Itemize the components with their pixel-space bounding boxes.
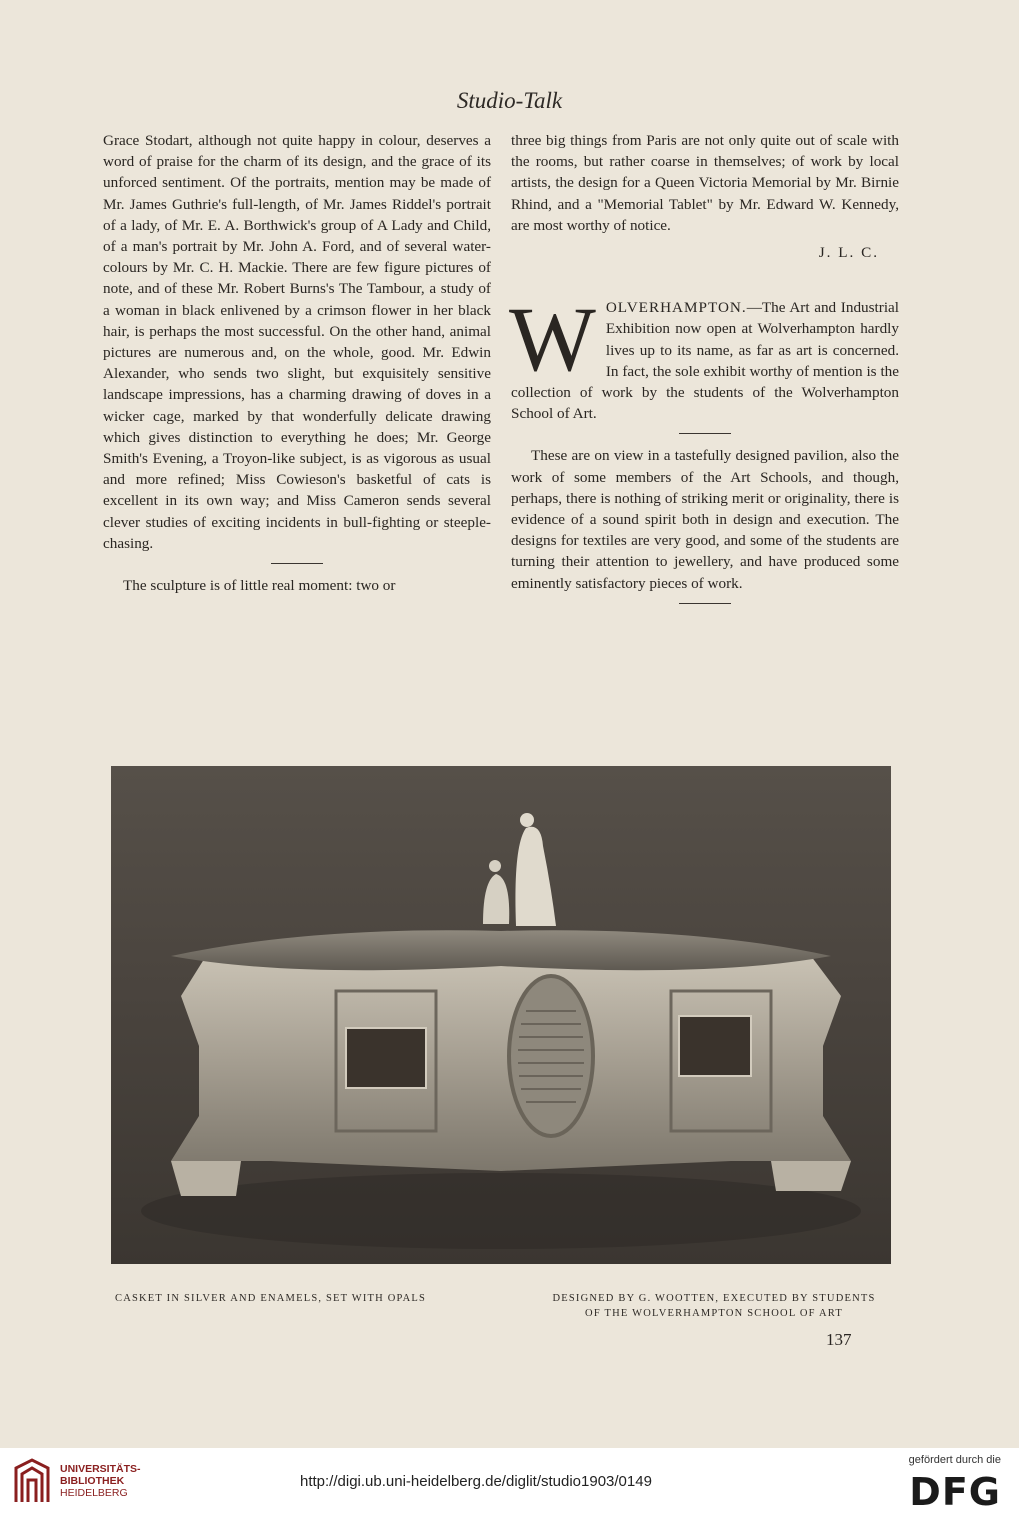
right-column <box>511 130 899 615</box>
section-text: —The Art and Industrial Exhibition now open at Wolverhampton hardly lives up to its name, as far as art is concerned. In fact, the sole exhibit worthy of mention is the collection of work by the students of the Wolverhampton School of Art. <box>511 299 899 423</box>
library-line-1: UNIVERSITÄTS- <box>60 1463 141 1475</box>
right-paragraph-continuation: three big things from Paris are not only quite out of scale with the rooms, but rather coarse in themselves; of work by local artists, the design for a Queen Victoria Memorial by Mr. Birnie Rhind, and a "Memorial Tablet" by Mr. Edward W. Kennedy, are most worthy of notice. <box>511 132 899 234</box>
section-divider <box>271 563 323 564</box>
right-paragraph-2: These are on view in a tastefully designed pavilion, also the work of some members of the Art Schools, and though, perhaps, there is nothing of striking merit or originality, there is evidence of a sound spirit both in design and execution. The designs for textiles are very good, and some of the students are turning their attention to jewellery, and have produced some eminently satisfactory pieces of work. <box>511 447 899 592</box>
wolverhampton-section <box>509 288 899 424</box>
figure-caption-left: CASKET IN SILVER AND ENAMELS, SET WITH OPALS <box>115 1293 427 1304</box>
dfg-logo[interactable]: DFG <box>909 1470 1001 1514</box>
casket-illustration <box>111 766 891 1264</box>
library-logo-icon[interactable] <box>10 1458 54 1508</box>
casket-photograph <box>111 766 891 1264</box>
section-divider <box>679 603 731 604</box>
running-head: Studio-Talk <box>456 88 563 113</box>
figure-caption-right <box>524 1291 904 1321</box>
caption-right-line-2: OF THE WOLVERHAMPTON SCHOOL OF ART <box>585 1308 843 1319</box>
author-signature: J. L. C. <box>818 244 879 262</box>
drop-cap: W <box>509 288 596 391</box>
left-paragraph-1: Grace Stodart, although not quite happy in colour, deserves a word of praise for the charm of its design, and the grace of its unforced sentiment. Of the portraits, mention may be made of Mr. James Guthrie's full-length, of Mr. James Riddel's portrait of a lady, of Mr. E. A. Borthwick's group of A Lady and Child, of a man's portrait by Mr. John A. Ford, and of several water-colours by Mr. C. H. Mackie. There are few figure pictures of note, and of these Mr. Robert Burns's The Tambour, a study of a woman in black enlivened by a crimson flower in her black hair, is perhaps the most successful. On the other hand, animal pictures are numerous and, on the whole, good. Mr. Edwin Alexander, who sends two slight, but exquisitely sensitive landscape impressions, has a charming drawing of doves in a wicker cage, marked by that wonderfully delicate drawing which gives distinction to everything he does; Mr. George Smith's Evening, a Troyon-like subject, is as vigorous as usual and more refined; Miss Cowieson's basketful of cats is excellent in its own way; and Miss Cameron sends several clever studies of exciting incidents in bull-fighting or steeple-chasing. <box>103 132 491 552</box>
section-heading: OLVERHAMPTON. <box>605 299 747 317</box>
viewer-footer <box>0 1448 1019 1521</box>
page-number: 137 <box>826 1330 852 1349</box>
left-column <box>103 130 491 596</box>
library-name[interactable] <box>60 1463 141 1499</box>
funding-label: gefördert durch die <box>908 1454 1001 1466</box>
permalink-url[interactable]: http://digi.ub.uni-heidelberg.de/diglit/studio1903/0149 <box>300 1473 652 1490</box>
caption-right-line-1: DESIGNED BY G. WOOTTEN, EXECUTED BY STUDENTS <box>552 1293 876 1304</box>
library-line-2: BIBLIOTHEK <box>60 1475 125 1487</box>
left-paragraph-2: The sculpture is of little real moment: two or <box>123 577 396 595</box>
section-divider <box>679 433 731 434</box>
library-line-3: HEIDELBERG <box>60 1487 128 1499</box>
